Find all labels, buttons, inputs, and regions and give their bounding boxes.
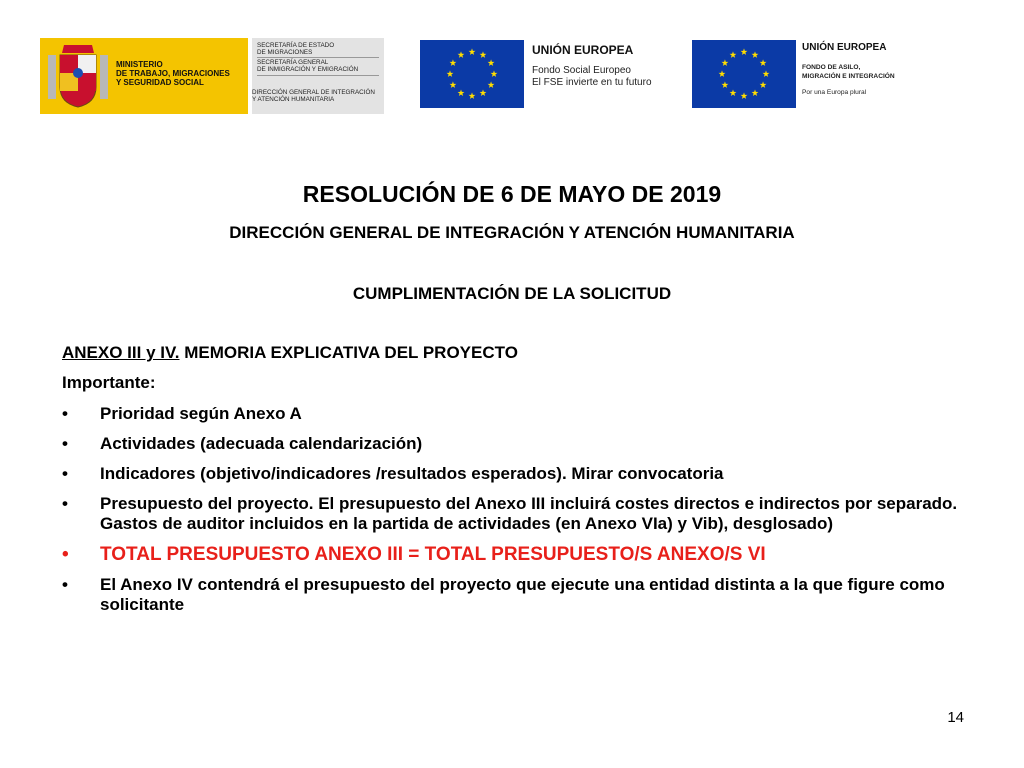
list-item: [62, 494, 972, 534]
eu-flag-icon: [692, 40, 796, 108]
eu-famis-logo-text: [802, 42, 895, 97]
eu-star-icon: [763, 70, 770, 77]
eu-star-icon: [491, 70, 498, 77]
eu-star-icon: [760, 59, 767, 66]
bullet-icon: •: [62, 434, 68, 453]
list-item: [62, 464, 972, 484]
eu-fund-motto: Por una Europa plural: [802, 89, 867, 96]
list-item-text: Prioridad según Anexo A: [100, 404, 302, 423]
annex-heading-underlined: ANEXO III y IV.: [62, 343, 180, 362]
eu-title: UNIÓN EUROPEA: [532, 43, 634, 57]
eu-star-icon: [480, 51, 487, 58]
eu-flag-icon: [420, 40, 524, 108]
eu-star-icon: [450, 81, 457, 88]
bullet-icon: •: [62, 494, 68, 513]
eu-star-icon: [719, 70, 726, 77]
list-item: [62, 404, 972, 424]
page-title: RESOLUCIÓN DE 6 DE MAYO DE 2019: [302, 181, 722, 207]
list-item: [62, 434, 972, 454]
page-subtitle: DIRECCIÓN GENERAL DE INTEGRACIÓN Y ATENCIÓN HUMANITARIA: [229, 223, 795, 242]
divider: [257, 57, 379, 58]
list-item: [62, 575, 972, 615]
eu-star-icon: [760, 81, 767, 88]
eu-star-icon: [458, 89, 465, 96]
eu-star-icon: [722, 59, 729, 66]
eu-star-icon: [447, 70, 454, 77]
bullet-icon: •: [62, 404, 68, 423]
annex-heading: [62, 343, 518, 363]
list-item-highlighted: [62, 544, 972, 565]
section-heading: CUMPLIMENTACIÓN DE LA SOLICITUD: [352, 284, 672, 303]
eu-star-icon: [722, 81, 729, 88]
eu-star-icon: [752, 51, 759, 58]
list-item-text: Presupuesto del proyecto. El presupuesto del Anexo III incluirá costes directos e indirectos por separado. Gastos de auditor incluidos en la partida de actividades (en Anexo VIa) y Vib), desglosado): [100, 494, 958, 533]
logo-strip: [40, 37, 980, 117]
bullet-icon: •: [62, 544, 69, 565]
ministerio-name: MINISTERIO DE TRABAJO, MIGRACIONES Y SEGURIDAD SOCIAL: [116, 60, 230, 87]
annex-heading-rest: MEMORIA EXPLICATIVA DEL PROYECTO: [179, 343, 518, 362]
eu-star-icon: [752, 89, 759, 96]
page-number: 14: [947, 709, 964, 726]
eu-fund-motto: El FSE invierte en tu futuro: [532, 77, 652, 88]
eu-star-icon: [469, 48, 476, 55]
secretaria-general-label: SECRETARÍA GENERAL DE INMIGRACIÓN Y EMIGRACIÓN: [257, 59, 359, 73]
bullet-icon: •: [62, 575, 68, 594]
eu-star-icon: [730, 89, 737, 96]
eu-star-icon: [450, 59, 457, 66]
list-item-text: Actividades (adecuada calendarización): [100, 434, 423, 453]
eu-star-icon: [730, 51, 737, 58]
eu-star-icon: [488, 59, 495, 66]
list-item-text: Indicadores (objetivo/indicadores /resultados esperados). Mirar convocatoria: [100, 464, 724, 483]
bullet-icon: •: [62, 464, 68, 483]
eu-star-icon: [469, 92, 476, 99]
important-label: Importante:: [62, 373, 156, 392]
list-item-text: TOTAL PRESUPUESTO ANEXO III = TOTAL PRESUPUESTO/S ANEXO/S VI: [100, 544, 766, 565]
eu-star-icon: [458, 51, 465, 58]
eu-star-icon: [488, 81, 495, 88]
eu-fse-logo-text: [532, 43, 652, 89]
bullet-list: [62, 404, 972, 625]
coat-of-arms-icon: [48, 41, 108, 111]
eu-fund-name: FONDO DE ASILO, MIGRACIÓN E INTEGRACIÓN: [802, 64, 895, 80]
eu-star-icon: [741, 48, 748, 55]
eu-fund-name: Fondo Social Europeo: [532, 65, 631, 76]
direccion-general-label: DIRECCIÓN GENERAL DE INTEGRACIÓN Y ATENCIÓN HUMANITARIA: [252, 89, 375, 103]
eu-star-icon: [480, 89, 487, 96]
divider: [257, 75, 379, 76]
eu-star-icon: [741, 92, 748, 99]
ministerio-logo: [40, 38, 248, 114]
secretaria-estado-label: SECRETARÍA DE ESTADO DE MIGRACIONES: [257, 42, 335, 56]
eu-title: UNIÓN EUROPEA: [802, 42, 887, 53]
list-item-text: El Anexo IV contendrá el presupuesto del proyecto que ejecute una entidad distinta a la que figure como solicitante: [100, 575, 945, 614]
